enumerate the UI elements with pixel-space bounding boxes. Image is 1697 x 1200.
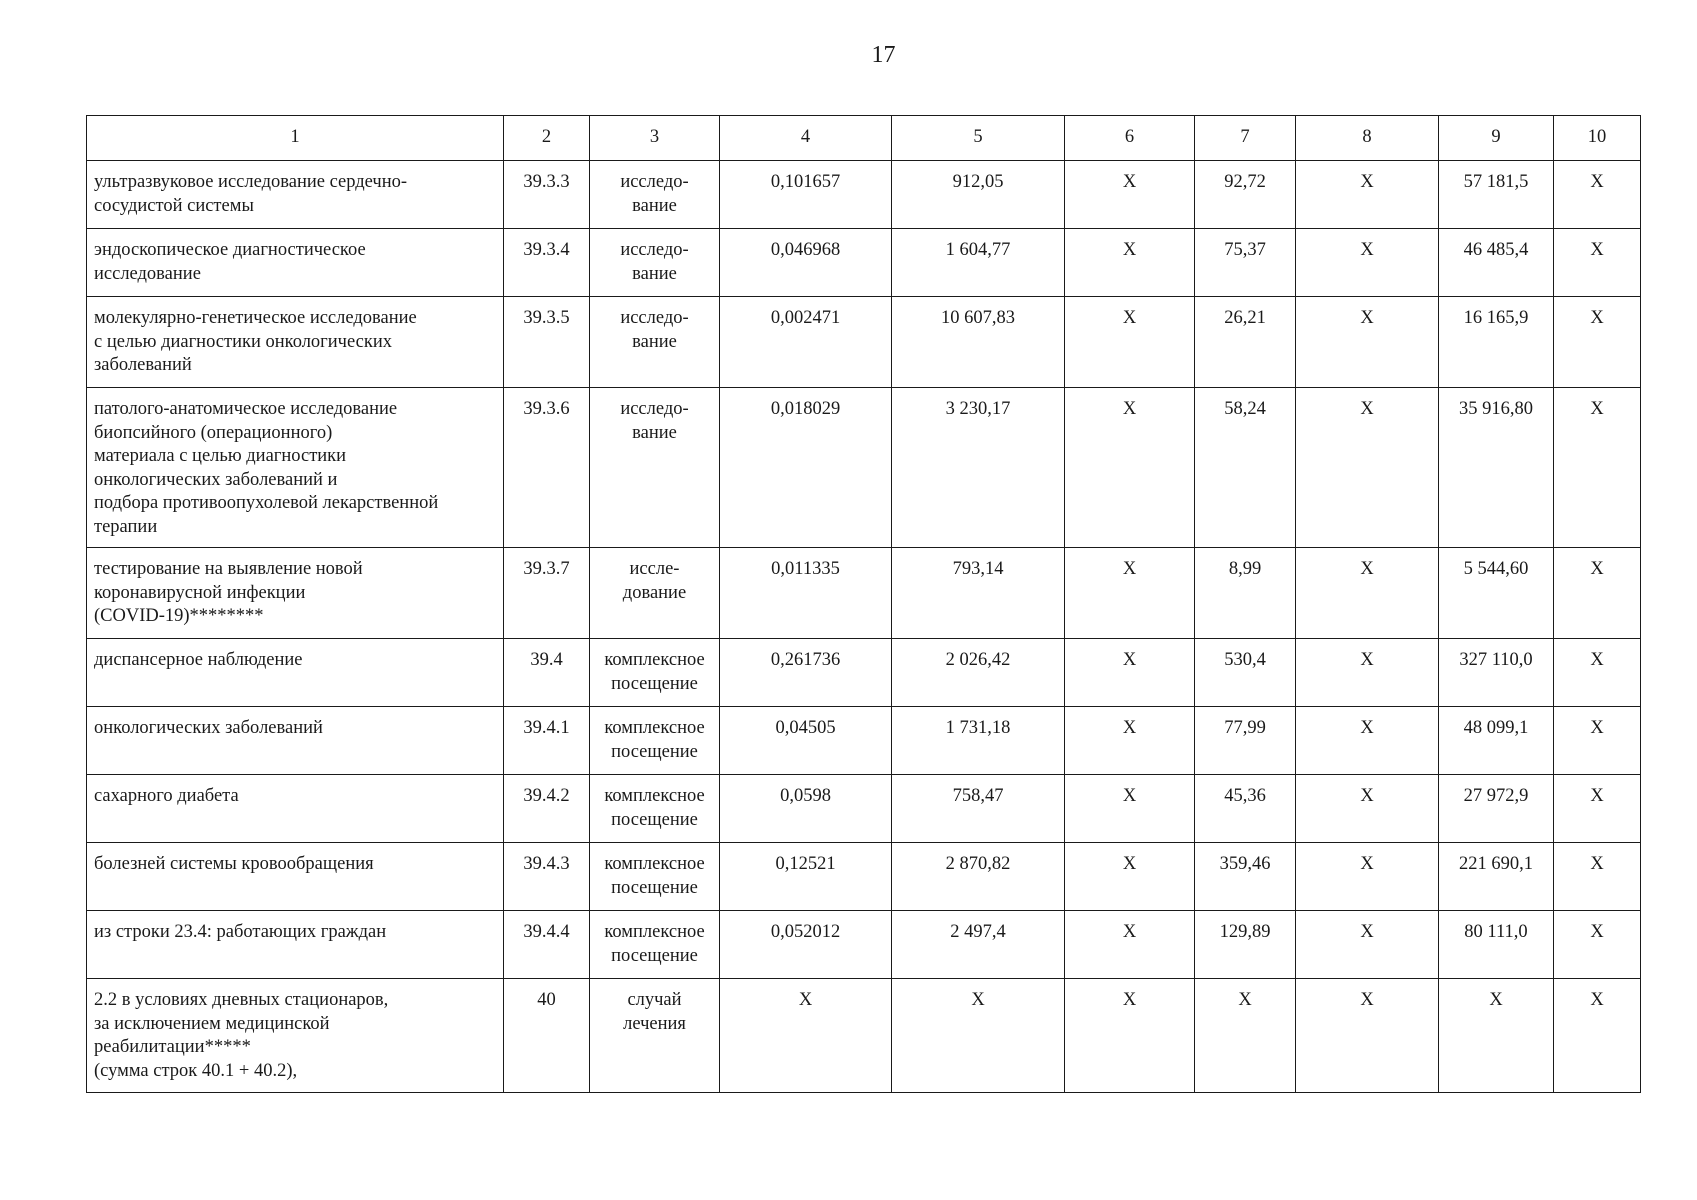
row-cell-col7: 45,36	[1195, 775, 1296, 843]
row-cell-col7: 359,46	[1195, 843, 1296, 911]
row-name-cell: молекулярно-генетическое исследование с целью диагностики онкологических заболеваний	[87, 297, 504, 388]
row-unit-cell: комплексное посещение	[590, 707, 720, 775]
column-header: 6	[1065, 116, 1195, 161]
row-cell-col8: Х	[1296, 775, 1439, 843]
row-unit-cell: комплексное посещение	[590, 775, 720, 843]
row-cell-col9: 5 544,60	[1439, 548, 1554, 639]
row-cell-col6: Х	[1065, 297, 1195, 388]
row-cell-col9: 27 972,9	[1439, 775, 1554, 843]
row-cell-col10: Х	[1554, 775, 1641, 843]
table-row	[87, 707, 1641, 775]
table-row	[87, 161, 1641, 229]
column-header: 9	[1439, 116, 1554, 161]
row-code-cell: 39.3.6	[504, 388, 590, 548]
row-cell-col10: Х	[1554, 639, 1641, 707]
row-name-cell: тестирование на выявление новой коронавирусной инфекции (COVID-19)********	[87, 548, 504, 639]
row-name-cell: диспансерное наблюдение	[87, 639, 504, 707]
row-code-cell: 39.3.3	[504, 161, 590, 229]
row-cell-col8: Х	[1296, 639, 1439, 707]
data-table	[86, 115, 1641, 1093]
row-cell-col6: Х	[1065, 548, 1195, 639]
row-name-cell: из строки 23.4: работающих граждан	[87, 911, 504, 979]
row-unit-cell: комплексное посещение	[590, 911, 720, 979]
row-unit-cell: случай лечения	[590, 979, 720, 1093]
row-unit-cell: иссле- дование	[590, 548, 720, 639]
row-cell-col10: Х	[1554, 548, 1641, 639]
row-cell-col8: Х	[1296, 979, 1439, 1093]
page-number: 17	[871, 42, 896, 68]
row-cell-col6: Х	[1065, 843, 1195, 911]
row-cell-col4: 0,002471	[720, 297, 892, 388]
table-row	[87, 775, 1641, 843]
row-cell-col6: Х	[1065, 229, 1195, 297]
row-code-cell: 40	[504, 979, 590, 1093]
row-cell-col7: 26,21	[1195, 297, 1296, 388]
row-code-cell: 39.4	[504, 639, 590, 707]
row-cell-col5: Х	[892, 979, 1065, 1093]
row-name-cell: онкологических заболеваний	[87, 707, 504, 775]
row-cell-col9: 57 181,5	[1439, 161, 1554, 229]
row-code-cell: 39.3.7	[504, 548, 590, 639]
column-header: 2	[504, 116, 590, 161]
row-cell-col4: Х	[720, 979, 892, 1093]
row-cell-col6: Х	[1065, 979, 1195, 1093]
row-cell-col7: 530,4	[1195, 639, 1296, 707]
table-row	[87, 979, 1641, 1093]
table-row	[87, 388, 1641, 548]
column-header: 5	[892, 116, 1065, 161]
row-unit-cell: исследо- вание	[590, 229, 720, 297]
column-header: 1	[87, 116, 504, 161]
table-row	[87, 229, 1641, 297]
row-cell-col5: 793,14	[892, 548, 1065, 639]
row-cell-col7: 58,24	[1195, 388, 1296, 548]
column-header: 10	[1554, 116, 1641, 161]
table-header	[87, 116, 1641, 161]
table-body	[87, 161, 1641, 1093]
row-cell-col4: 0,12521	[720, 843, 892, 911]
row-cell-col5: 758,47	[892, 775, 1065, 843]
row-name-cell: патолого-анатомическое исследование биопсийного (операционного) материала с целью диагностики онкологических заболеваний и подбора противоопухолевой лекарственной терапии	[87, 388, 504, 548]
row-cell-col7: 75,37	[1195, 229, 1296, 297]
row-cell-col8: Х	[1296, 388, 1439, 548]
row-cell-col5: 3 230,17	[892, 388, 1065, 548]
row-unit-cell: исследо- вание	[590, 297, 720, 388]
row-cell-col8: Х	[1296, 843, 1439, 911]
row-cell-col6: Х	[1065, 388, 1195, 548]
row-cell-col10: Х	[1554, 161, 1641, 229]
row-name-cell: болезней системы кровообращения	[87, 843, 504, 911]
row-cell-col7: 129,89	[1195, 911, 1296, 979]
row-cell-col7: Х	[1195, 979, 1296, 1093]
row-unit-cell: комплексное посещение	[590, 639, 720, 707]
row-name-cell: ультразвуковое исследование сердечно- сосудистой системы	[87, 161, 504, 229]
row-code-cell: 39.4.4	[504, 911, 590, 979]
row-cell-col9: Х	[1439, 979, 1554, 1093]
row-cell-col10: Х	[1554, 707, 1641, 775]
row-code-cell: 39.3.4	[504, 229, 590, 297]
row-cell-col6: Х	[1065, 707, 1195, 775]
row-cell-col10: Х	[1554, 979, 1641, 1093]
row-cell-col5: 2 497,4	[892, 911, 1065, 979]
column-header: 4	[720, 116, 892, 161]
row-cell-col8: Х	[1296, 297, 1439, 388]
table-row	[87, 297, 1641, 388]
row-code-cell: 39.4.3	[504, 843, 590, 911]
row-cell-col8: Х	[1296, 548, 1439, 639]
row-cell-col9: 80 111,0	[1439, 911, 1554, 979]
row-cell-col9: 327 110,0	[1439, 639, 1554, 707]
row-cell-col4: 0,011335	[720, 548, 892, 639]
row-cell-col7: 92,72	[1195, 161, 1296, 229]
row-cell-col8: Х	[1296, 707, 1439, 775]
column-header: 7	[1195, 116, 1296, 161]
row-cell-col9: 35 916,80	[1439, 388, 1554, 548]
row-cell-col8: Х	[1296, 161, 1439, 229]
table-row	[87, 843, 1641, 911]
row-cell-col4: 0,0598	[720, 775, 892, 843]
row-cell-col5: 2 870,82	[892, 843, 1065, 911]
row-cell-col4: 0,018029	[720, 388, 892, 548]
row-cell-col6: Х	[1065, 775, 1195, 843]
row-cell-col4: 0,101657	[720, 161, 892, 229]
row-cell-col4: 0,04505	[720, 707, 892, 775]
column-header: 3	[590, 116, 720, 161]
row-code-cell: 39.3.5	[504, 297, 590, 388]
row-cell-col6: Х	[1065, 639, 1195, 707]
row-cell-col5: 2 026,42	[892, 639, 1065, 707]
row-code-cell: 39.4.1	[504, 707, 590, 775]
row-name-cell: 2.2 в условиях дневных стационаров, за исключением медицинской реабилитации***** (сумма строк 40.1 + 40.2),	[87, 979, 504, 1093]
row-cell-col8: Х	[1296, 911, 1439, 979]
row-cell-col5: 1 604,77	[892, 229, 1065, 297]
table-row	[87, 548, 1641, 639]
row-cell-col9: 221 690,1	[1439, 843, 1554, 911]
row-cell-col7: 77,99	[1195, 707, 1296, 775]
row-cell-col8: Х	[1296, 229, 1439, 297]
column-header: 8	[1296, 116, 1439, 161]
row-cell-col4: 0,052012	[720, 911, 892, 979]
row-cell-col4: 0,046968	[720, 229, 892, 297]
row-unit-cell: исследо- вание	[590, 388, 720, 548]
row-cell-col4: 0,261736	[720, 639, 892, 707]
table-row	[87, 911, 1641, 979]
row-cell-col10: Х	[1554, 843, 1641, 911]
row-cell-col9: 16 165,9	[1439, 297, 1554, 388]
row-unit-cell: исследо- вание	[590, 161, 720, 229]
row-code-cell: 39.4.2	[504, 775, 590, 843]
row-cell-col10: Х	[1554, 297, 1641, 388]
row-unit-cell: комплексное посещение	[590, 843, 720, 911]
row-cell-col6: Х	[1065, 161, 1195, 229]
row-name-cell: эндоскопическое диагностическое исследование	[87, 229, 504, 297]
row-cell-col9: 48 099,1	[1439, 707, 1554, 775]
row-cell-col10: Х	[1554, 229, 1641, 297]
row-cell-col7: 8,99	[1195, 548, 1296, 639]
row-name-cell: сахарного диабета	[87, 775, 504, 843]
header-row	[87, 116, 1641, 161]
row-cell-col10: Х	[1554, 911, 1641, 979]
row-cell-col5: 912,05	[892, 161, 1065, 229]
row-cell-col9: 46 485,4	[1439, 229, 1554, 297]
row-cell-col10: Х	[1554, 388, 1641, 548]
row-cell-col5: 1 731,18	[892, 707, 1065, 775]
table-row	[87, 639, 1641, 707]
row-cell-col6: Х	[1065, 911, 1195, 979]
row-cell-col5: 10 607,83	[892, 297, 1065, 388]
